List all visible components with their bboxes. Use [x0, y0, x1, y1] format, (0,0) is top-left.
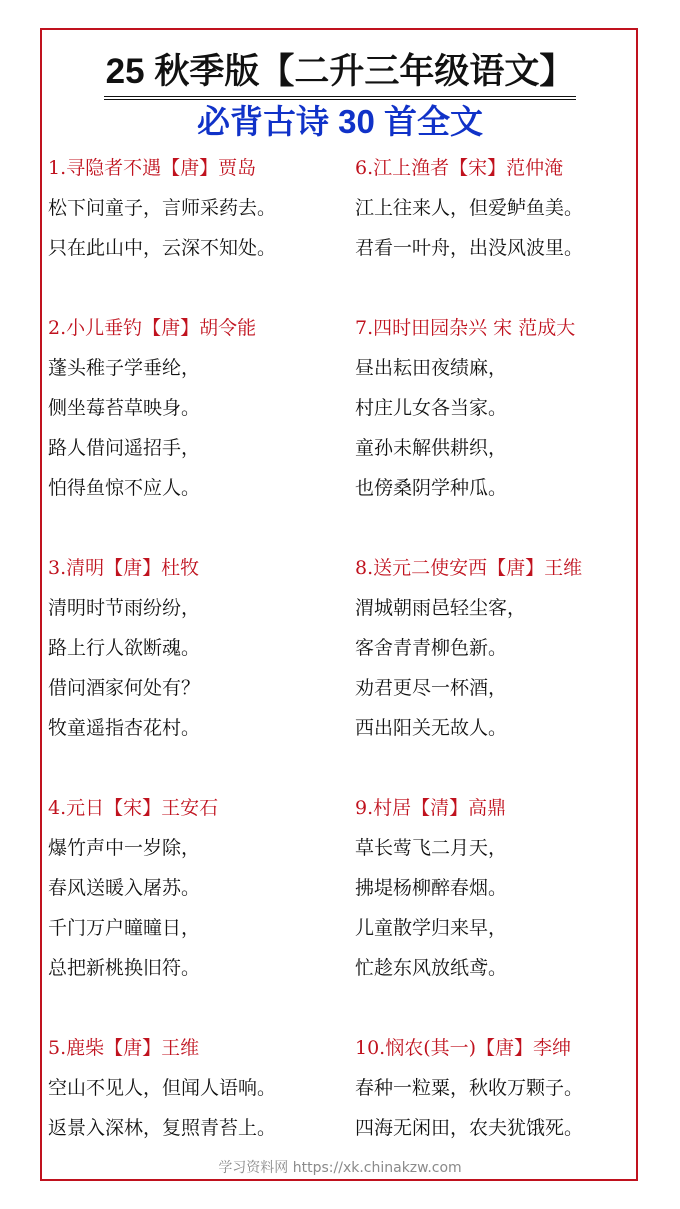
poem-line: 返景入深林，复照青苔上。	[48, 1117, 277, 1139]
poem-title: 6.江上渔者【宋】范仲淹	[355, 157, 564, 179]
page-title-text: 25 秋季版【二升三年级语文】	[104, 50, 577, 100]
poem-line: 春风送暖入屠苏。	[48, 877, 201, 899]
poem-line: 清明时节雨纷纷，	[48, 597, 201, 619]
poem-line: 忙趁东风放纸鸢。	[355, 957, 508, 979]
poem-1	[48, 154, 338, 274]
poem-2	[48, 314, 338, 514]
poem-line: 村庄儿女各当家。	[355, 397, 508, 419]
poem-title: 3.清明【唐】杜牧	[48, 557, 200, 579]
poem-line: 蓬头稚子学垂纶，	[48, 357, 201, 379]
poem-line: 儿童散学归来早，	[355, 917, 508, 939]
footer-watermark: 学习资料网 https://xk.chinakzw.com	[218, 1160, 462, 1176]
poem-line: 牧童遥指杏花村。	[48, 717, 201, 739]
poem-line: 草长莺飞二月天，	[355, 837, 508, 859]
poem-line: 总把新桃换旧符。	[48, 957, 201, 979]
poem-title: 9.村居【清】高鼎	[355, 797, 507, 819]
poem-line: 松下问童子，言师采药去。	[48, 197, 277, 219]
poem-title: 7.四时田园杂兴 宋 范成大	[355, 317, 576, 339]
poem-line: 借问酒家何处有？	[48, 677, 201, 699]
poem-title: 10.悯农(其一)【唐】李绅	[355, 1037, 572, 1059]
poem-line: 空山不见人，但闻人语响。	[48, 1077, 277, 1099]
poem-7	[355, 314, 645, 514]
page-title	[0, 50, 680, 100]
poem-line: 怕得鱼惊不应人。	[48, 477, 201, 499]
poem-title: 1.寻隐者不遇【唐】贾岛	[48, 157, 257, 179]
poem-line: 路人借问遥招手，	[48, 437, 201, 459]
poem-line: 四海无闲田，农夫犹饿死。	[355, 1117, 584, 1139]
poem-line: 爆竹声中一岁除，	[48, 837, 201, 859]
poem-line: 路上行人欲断魂。	[48, 637, 201, 659]
poem-title: 8.送元二使安西【唐】王维	[355, 557, 583, 579]
poem-line: 客舍青青柳色新。	[355, 637, 508, 659]
poem-10	[355, 1034, 645, 1154]
poem-title: 4.元日【宋】王安石	[48, 797, 219, 819]
poem-line: 童孙未解供耕织，	[355, 437, 508, 459]
poem-line: 拂堤杨柳醉春烟。	[355, 877, 508, 899]
poem-6	[355, 154, 645, 274]
poem-line: 渭城朝雨邑轻尘客，	[355, 597, 527, 619]
poem-line: 也傍桑阴学种瓜。	[355, 477, 508, 499]
poem-line: 只在此山中，云深不知处。	[48, 237, 277, 259]
poem-title: 5.鹿柴【唐】王维	[48, 1037, 200, 1059]
poem-line: 千门万户曈曈日，	[48, 917, 201, 939]
page-subtitle: 必背古诗 30 首全文	[196, 103, 484, 140]
poem-line: 侧坐莓苔草映身。	[48, 397, 201, 419]
poem-line: 春种一粒粟，秋收万颗子。	[355, 1077, 584, 1099]
poem-line: 劝君更尽一杯酒，	[355, 677, 508, 699]
poem-line: 江上往来人，但爱鲈鱼美。	[355, 197, 584, 219]
poem-title: 2.小儿垂钓【唐】胡令能	[48, 317, 257, 339]
poem-9	[355, 794, 645, 994]
poem-line: 西出阳关无故人。	[355, 717, 508, 739]
poem-5	[48, 1034, 338, 1154]
poem-3	[48, 554, 338, 754]
poem-line: 君看一叶舟，出没风波里。	[355, 237, 584, 259]
poem-8	[355, 554, 645, 754]
poem-line: 昼出耘田夜绩麻，	[355, 357, 508, 379]
poem-4	[48, 794, 338, 994]
